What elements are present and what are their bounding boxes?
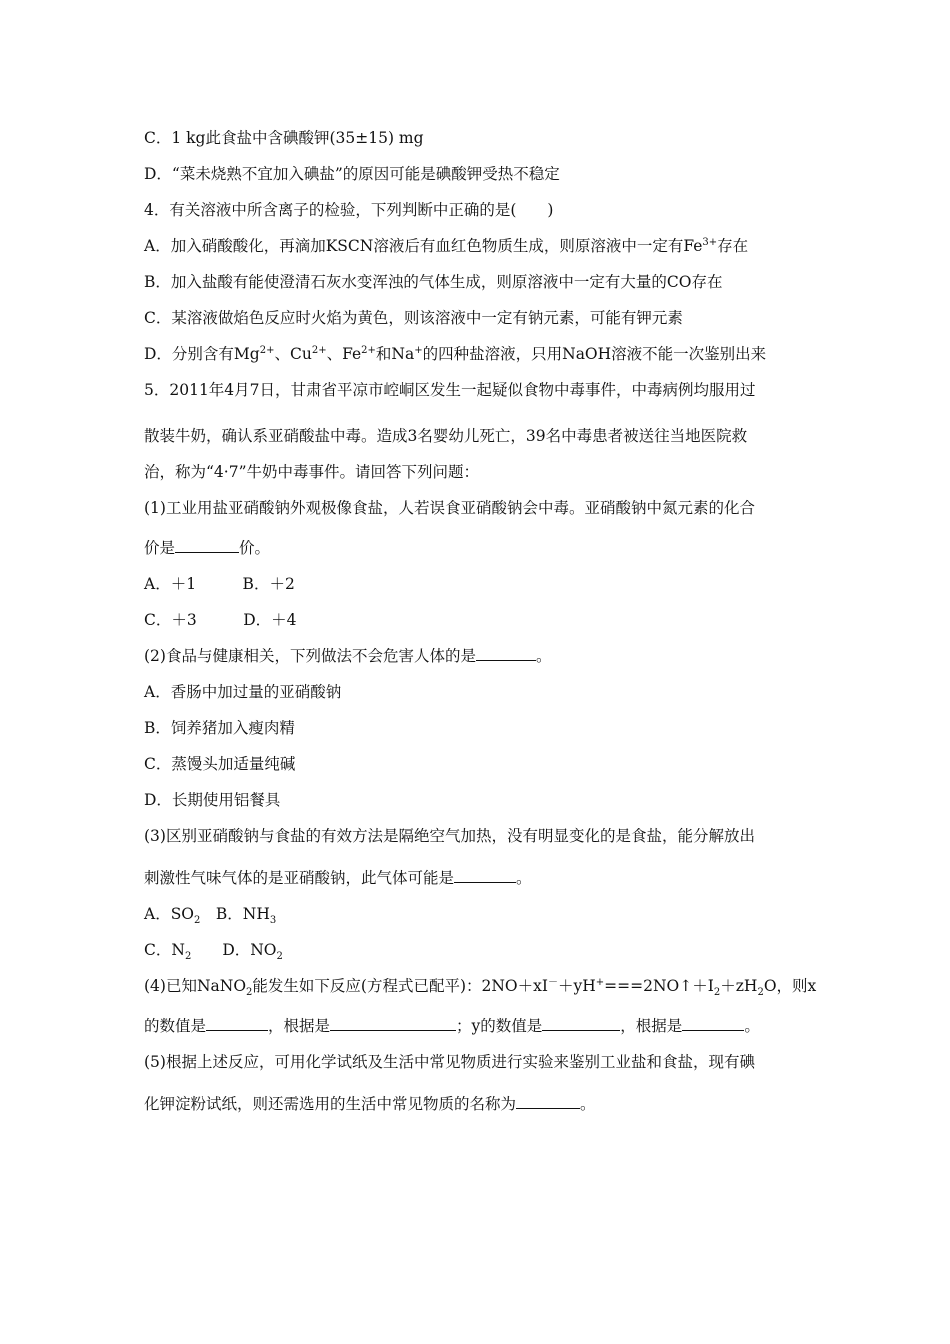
text: 的数值是 <box>144 1017 207 1035</box>
subscript: 2 <box>194 915 201 927</box>
text: 。 <box>535 647 552 665</box>
question-5-stem <box>144 380 756 400</box>
text: 能发生如下反应(方程式已配平)：2NO＋xI <box>252 977 548 995</box>
superscript: + <box>414 344 423 356</box>
text: ；y的数值是 <box>456 1017 543 1035</box>
answer-blank[interactable] <box>330 1016 456 1031</box>
subquestion-2-option-b <box>144 718 295 738</box>
subquestion-3-options <box>144 940 283 963</box>
text: (4)已知NaNO <box>144 977 247 995</box>
text: 。 <box>580 1095 596 1113</box>
text: D．长期使用铝餐具 <box>144 791 281 809</box>
subscript: 2 <box>757 987 764 999</box>
text: A．加入硝酸酸化，再滴加KSCN溶液后有血红色物质生成，则原溶液中一定有Fe <box>144 237 703 255</box>
text: ＋zH <box>720 977 758 995</box>
text: 4．有关溶液中所含离子的检验，下列判断中正确的是( ) <box>144 201 554 219</box>
subscript: 2 <box>276 951 283 963</box>
text: 治，称为“4·7”牛奶中毒事件。请回答下列问题： <box>144 463 479 481</box>
text: 。 <box>516 869 532 887</box>
subscript: 2 <box>184 951 192 963</box>
answer-blank[interactable] <box>516 1094 580 1109</box>
text: A．SO <box>144 905 195 923</box>
superscript: 2+ <box>259 344 275 356</box>
answer-blank[interactable] <box>454 868 516 883</box>
text: A．＋1 B．＋2 <box>144 575 295 593</box>
text: 的四种盐溶液，只用NaOH溶液不能一次鉴别出来 <box>422 345 767 363</box>
superscript: 2+ <box>311 344 327 356</box>
text: ===2NO↑＋I <box>604 977 714 995</box>
text: A．香肠中加过量的亚硝酸钠 <box>144 683 342 701</box>
text: C．1 kg此食盐中含碘酸钾(35±15) mg <box>144 129 424 147</box>
answer-blank[interactable] <box>542 1016 620 1031</box>
subquestion-3 <box>144 826 755 846</box>
subquestion-5 <box>144 1052 755 1072</box>
subscript: 2 <box>713 987 721 999</box>
subquestion-1 <box>144 498 755 518</box>
text: (3)区别亚硝酸钠与食盐的有效方法是隔绝空气加热，没有明显变化的是食盐，能分解放出 <box>144 827 755 845</box>
text: 存在 <box>717 237 749 255</box>
subscript: 3 <box>269 915 277 927</box>
question-5-stem <box>144 462 479 482</box>
text: (5)根据上述反应，可用化学试纸及生活中常见物质进行实验来鉴别工业盐和食盐，现有碘 <box>144 1053 755 1071</box>
superscript: 3+ <box>702 236 718 248</box>
text: B．饲养猪加入瘦肉精 <box>144 719 295 737</box>
subquestion-2-option-a <box>144 682 341 702</box>
superscript: － <box>548 976 558 988</box>
q4-option-a <box>144 236 748 256</box>
text: C．蒸馒头加适量纯碱 <box>144 755 296 773</box>
q4-option-c <box>144 308 683 328</box>
text: (1)工业用盐亚硝酸钠外观极像食盐，人若误食亚硝酸钠会中毒。亚硝酸钠中氮元素的化合 <box>144 499 755 517</box>
text: 化钾淀粉试纸，则还需选用的生活中常见物质的名称为 <box>144 1095 517 1113</box>
answer-blank[interactable] <box>175 538 239 553</box>
text: C．＋3 D．＋4 <box>144 611 297 629</box>
text: D．NO <box>191 941 277 959</box>
text: 价。 <box>239 539 271 557</box>
q4-option-d <box>144 344 766 364</box>
subquestion-4 <box>144 976 817 999</box>
answer-blank[interactable] <box>476 646 536 661</box>
text: B．NH <box>200 905 270 923</box>
subquestion-2-option-d <box>144 790 280 810</box>
subquestion-2-option-c <box>144 754 295 774</box>
q4-option-b <box>144 272 722 292</box>
text: ＋yH <box>558 977 596 995</box>
text: 。 <box>744 1017 760 1035</box>
option-c-line <box>144 128 424 148</box>
text: 和Na <box>375 345 415 363</box>
text: D．分别含有Mg <box>144 345 260 363</box>
text: D．“菜未烧熟不宜加入碘盐”的原因可能是碘酸钾受热不稳定 <box>144 165 560 183</box>
text: O，则x <box>763 977 817 995</box>
text: C．N <box>144 941 185 959</box>
answer-blank[interactable] <box>206 1016 268 1031</box>
subquestion-5 <box>144 1094 596 1114</box>
answer-blank[interactable] <box>682 1016 744 1031</box>
subquestion-1-options <box>144 610 297 630</box>
text: (2)食品与健康相关，下列做法不会危害人体的是 <box>144 647 476 665</box>
question-4-stem <box>144 200 553 220</box>
text: 、Fe <box>326 345 362 363</box>
superscript: + <box>595 976 605 988</box>
subquestion-2 <box>144 646 551 666</box>
text: 刺激性气味气体的是亚硝酸钠，此气体可能是 <box>144 869 455 887</box>
option-d-line <box>144 164 560 184</box>
superscript: 2+ <box>361 344 376 356</box>
text: B．加入盐酸有能使澄清石灰水变浑浊的气体生成，则原溶液中一定有大量的CO存在 <box>144 273 723 291</box>
text: 5．2011年4月7日，甘肃省平凉市崆峒区发生一起疑似食物中毒事件，中毒病例均服用过 <box>144 381 756 399</box>
text: 、Cu <box>274 345 312 363</box>
subquestion-1-options <box>144 574 295 594</box>
subquestion-1-answer <box>144 538 270 558</box>
text: C．某溶液做焰色反应时火焰为黄色，则该溶液中一定有钠元素，可能有钾元素 <box>144 309 683 327</box>
text: 价是 <box>144 539 176 557</box>
question-5-stem <box>144 426 747 446</box>
subscript: 2 <box>246 987 253 999</box>
text: 散装牛奶，确认系亚硝酸盐中毒。造成3名婴幼儿死亡，39名中毒患者被送往当地医院救 <box>144 427 748 445</box>
subquestion-4-answer <box>144 1016 760 1036</box>
text: ，根据是 <box>620 1017 683 1035</box>
subquestion-3 <box>144 868 532 888</box>
text: ，根据是 <box>268 1017 331 1035</box>
subquestion-3-options <box>144 904 277 927</box>
